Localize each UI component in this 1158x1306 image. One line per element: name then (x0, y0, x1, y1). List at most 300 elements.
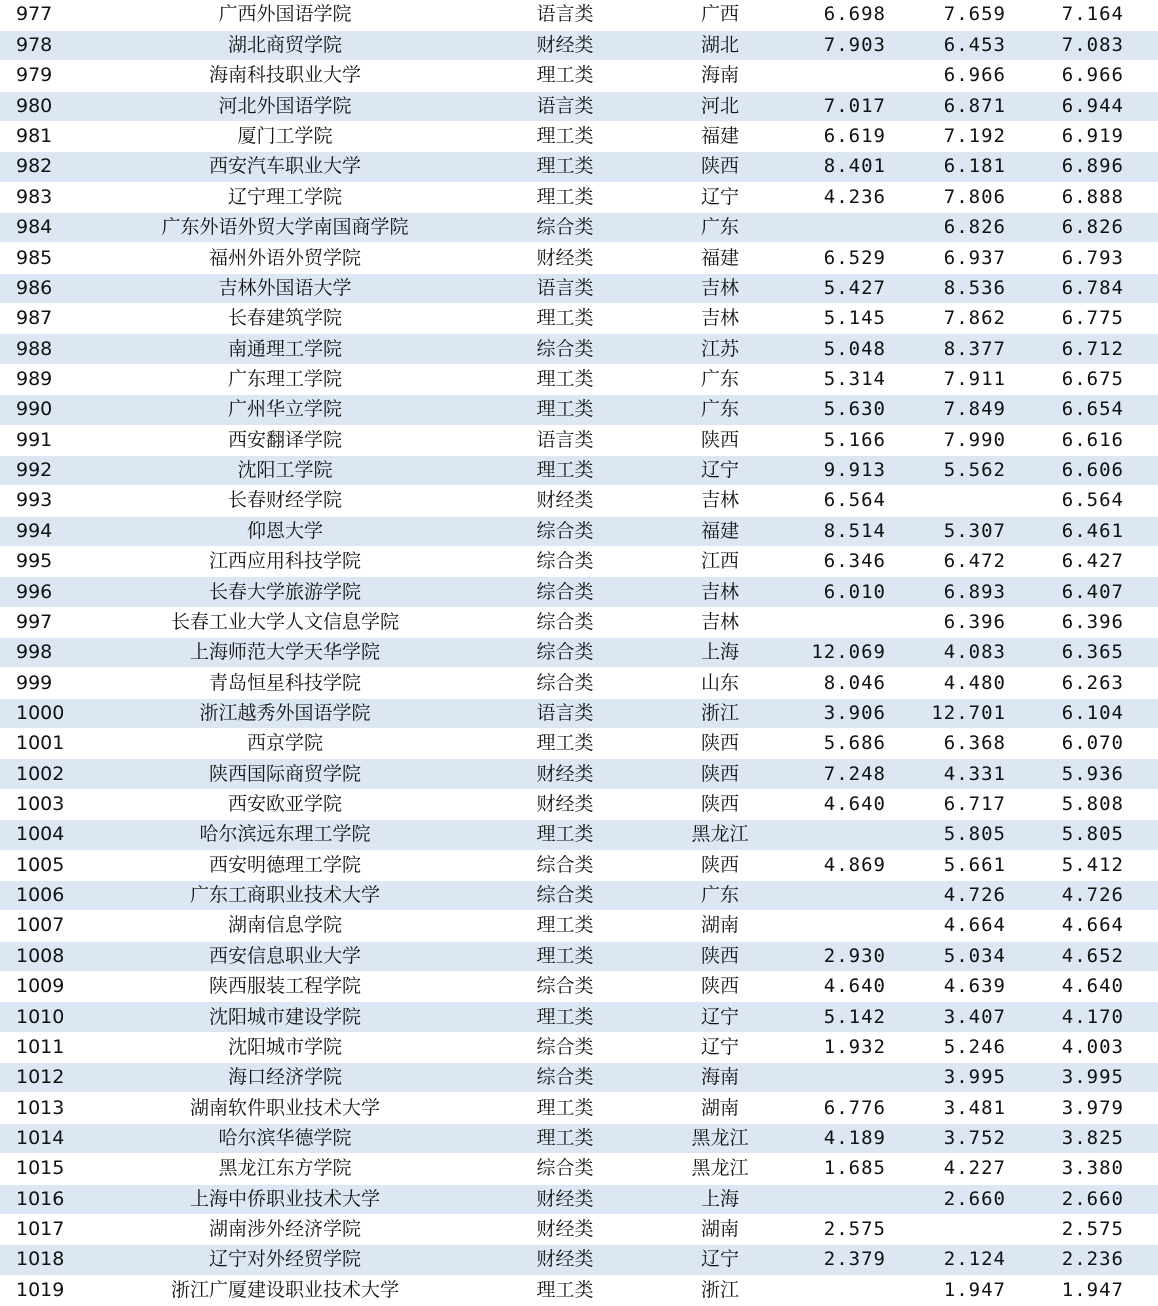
score-total-cell: 6.263 (1040, 668, 1158, 698)
score-total-cell: 6.427 (1040, 546, 1158, 576)
category-cell: 语言类 (450, 698, 680, 728)
score-a-cell: 2.379 (760, 1245, 920, 1275)
category-cell: 综合类 (450, 607, 680, 637)
score-a-cell: 4.640 (760, 972, 920, 1002)
score-b-cell: 3.481 (920, 1093, 1040, 1123)
score-a-cell: 4.189 (760, 1123, 920, 1153)
school-name-cell: 西安信息职业大学 (120, 941, 450, 971)
category-cell: 综合类 (450, 668, 680, 698)
table-row (0, 1154, 1158, 1184)
category-cell: 理工类 (450, 1123, 680, 1153)
table-row (0, 486, 1158, 516)
school-name-cell: 西安明德理工学院 (120, 850, 450, 880)
province-cell: 广东 (680, 395, 760, 425)
school-name-cell: 辽宁理工学院 (120, 182, 450, 212)
score-a-cell: 12.069 (760, 638, 920, 668)
score-a-cell: 5.166 (760, 425, 920, 455)
score-b-cell: 7.806 (920, 182, 1040, 212)
school-name-cell: 广西外国语学院 (120, 0, 450, 30)
score-a-cell: 5.630 (760, 395, 920, 425)
table-row (0, 850, 1158, 880)
category-cell: 理工类 (450, 304, 680, 334)
table-row (0, 61, 1158, 91)
table-row (0, 698, 1158, 728)
score-b-cell: 7.862 (920, 304, 1040, 334)
score-total-cell: 1.947 (1040, 1275, 1158, 1305)
table-row (0, 1032, 1158, 1062)
table-row (0, 880, 1158, 910)
score-a-cell: 1.932 (760, 1032, 920, 1062)
table-row (0, 334, 1158, 364)
score-total-cell: 4.664 (1040, 911, 1158, 941)
province-cell: 海南 (680, 61, 760, 91)
province-cell: 河北 (680, 91, 760, 121)
rank-cell: 1010 (0, 1002, 120, 1032)
province-cell: 广西 (680, 0, 760, 30)
score-total-cell: 6.564 (1040, 486, 1158, 516)
score-total-cell: 5.808 (1040, 789, 1158, 819)
school-name-cell: 西安欧亚学院 (120, 789, 450, 819)
school-name-cell: 湖南信息学院 (120, 911, 450, 941)
rank-cell: 1004 (0, 820, 120, 850)
province-cell: 浙江 (680, 698, 760, 728)
score-total-cell: 6.919 (1040, 121, 1158, 151)
province-cell: 广东 (680, 880, 760, 910)
score-total-cell: 2.660 (1040, 1184, 1158, 1214)
score-a-cell: 8.401 (760, 152, 920, 182)
table-row (0, 941, 1158, 971)
school-name-cell: 浙江越秀外国语学院 (120, 698, 450, 728)
table-row (0, 182, 1158, 212)
category-cell: 综合类 (450, 880, 680, 910)
category-cell: 综合类 (450, 1063, 680, 1093)
score-b-cell: 5.805 (920, 820, 1040, 850)
score-a-cell: 1.685 (760, 1154, 920, 1184)
score-b-cell: 6.181 (920, 152, 1040, 182)
school-name-cell: 江西应用科技学院 (120, 546, 450, 576)
table-row (0, 395, 1158, 425)
score-total-cell: 6.675 (1040, 364, 1158, 394)
table-row (0, 759, 1158, 789)
province-cell: 陕西 (680, 789, 760, 819)
table-row (0, 364, 1158, 394)
score-total-cell: 3.825 (1040, 1123, 1158, 1153)
rank-cell: 993 (0, 486, 120, 516)
school-name-cell: 湖南涉外经济学院 (120, 1214, 450, 1244)
category-cell: 理工类 (450, 455, 680, 485)
rank-cell: 987 (0, 304, 120, 334)
category-cell: 理工类 (450, 364, 680, 394)
rank-cell: 982 (0, 152, 120, 182)
province-cell: 吉林 (680, 273, 760, 303)
school-name-cell: 哈尔滨远东理工学院 (120, 820, 450, 850)
score-a-cell (760, 61, 920, 91)
province-cell: 湖南 (680, 911, 760, 941)
school-name-cell: 长春建筑学院 (120, 304, 450, 334)
province-cell: 江苏 (680, 334, 760, 364)
score-b-cell: 4.227 (920, 1154, 1040, 1184)
province-cell: 吉林 (680, 486, 760, 516)
school-name-cell: 青岛恒星科技学院 (120, 668, 450, 698)
score-b-cell: 1.947 (920, 1275, 1040, 1305)
category-cell: 综合类 (450, 1154, 680, 1184)
score-total-cell: 5.936 (1040, 759, 1158, 789)
rank-cell: 983 (0, 182, 120, 212)
province-cell: 湖南 (680, 1093, 760, 1123)
table-row (0, 516, 1158, 546)
category-cell: 综合类 (450, 577, 680, 607)
score-total-cell: 4.726 (1040, 880, 1158, 910)
score-b-cell: 5.246 (920, 1032, 1040, 1062)
score-a-cell (760, 911, 920, 941)
school-name-cell: 沈阳城市学院 (120, 1032, 450, 1062)
rank-cell: 991 (0, 425, 120, 455)
table-row (0, 546, 1158, 576)
rank-cell: 989 (0, 364, 120, 394)
province-cell: 吉林 (680, 577, 760, 607)
province-cell: 陕西 (680, 759, 760, 789)
score-a-cell: 4.869 (760, 850, 920, 880)
score-total-cell: 2.236 (1040, 1245, 1158, 1275)
score-b-cell: 4.331 (920, 759, 1040, 789)
score-a-cell: 2.930 (760, 941, 920, 971)
school-name-cell: 西京学院 (120, 729, 450, 759)
school-name-cell: 长春财经学院 (120, 486, 450, 516)
category-cell: 语言类 (450, 0, 680, 30)
score-a-cell: 4.640 (760, 789, 920, 819)
score-b-cell: 6.453 (920, 30, 1040, 60)
rank-cell: 1003 (0, 789, 120, 819)
category-cell: 理工类 (450, 729, 680, 759)
category-cell: 财经类 (450, 1245, 680, 1275)
score-a-cell (760, 213, 920, 243)
score-a-cell: 6.698 (760, 0, 920, 30)
score-b-cell: 2.660 (920, 1184, 1040, 1214)
score-b-cell: 7.849 (920, 395, 1040, 425)
category-cell: 理工类 (450, 1093, 680, 1123)
province-cell: 辽宁 (680, 1002, 760, 1032)
category-cell: 财经类 (450, 1214, 680, 1244)
category-cell: 财经类 (450, 789, 680, 819)
category-cell: 综合类 (450, 1032, 680, 1062)
rank-cell: 1007 (0, 911, 120, 941)
score-b-cell (920, 1214, 1040, 1244)
rank-cell: 984 (0, 213, 120, 243)
category-cell: 语言类 (450, 425, 680, 455)
school-name-cell: 海南科技职业大学 (120, 61, 450, 91)
province-cell: 湖北 (680, 30, 760, 60)
score-total-cell: 6.793 (1040, 243, 1158, 273)
category-cell: 财经类 (450, 30, 680, 60)
category-cell: 理工类 (450, 395, 680, 425)
province-cell: 福建 (680, 121, 760, 151)
province-cell: 陕西 (680, 850, 760, 880)
score-a-cell: 9.913 (760, 455, 920, 485)
table-row (0, 789, 1158, 819)
school-name-cell: 湖南软件职业技术大学 (120, 1093, 450, 1123)
score-total-cell: 6.888 (1040, 182, 1158, 212)
school-name-cell: 海口经济学院 (120, 1063, 450, 1093)
rank-cell: 1014 (0, 1123, 120, 1153)
score-total-cell: 4.003 (1040, 1032, 1158, 1062)
score-total-cell: 7.083 (1040, 30, 1158, 60)
score-total-cell: 6.784 (1040, 273, 1158, 303)
table-row (0, 1275, 1158, 1305)
rank-cell: 997 (0, 607, 120, 637)
score-b-cell: 7.990 (920, 425, 1040, 455)
score-total-cell: 4.640 (1040, 972, 1158, 1002)
score-a-cell: 5.048 (760, 334, 920, 364)
table-row (0, 304, 1158, 334)
table-row (0, 30, 1158, 60)
province-cell: 辽宁 (680, 1245, 760, 1275)
category-cell: 理工类 (450, 1002, 680, 1032)
score-total-cell: 6.896 (1040, 152, 1158, 182)
score-total-cell: 6.775 (1040, 304, 1158, 334)
category-cell: 理工类 (450, 911, 680, 941)
score-b-cell: 4.083 (920, 638, 1040, 668)
province-cell: 黑龙江 (680, 1154, 760, 1184)
score-total-cell: 7.164 (1040, 0, 1158, 30)
rank-cell: 998 (0, 638, 120, 668)
province-cell: 陕西 (680, 941, 760, 971)
score-a-cell (760, 1063, 920, 1093)
category-cell: 语言类 (450, 273, 680, 303)
score-b-cell: 6.893 (920, 577, 1040, 607)
category-cell: 财经类 (450, 486, 680, 516)
rank-cell: 1012 (0, 1063, 120, 1093)
table-row (0, 273, 1158, 303)
table-row (0, 152, 1158, 182)
school-name-cell: 厦门工学院 (120, 121, 450, 151)
score-a-cell (760, 1275, 920, 1305)
rank-cell: 977 (0, 0, 120, 30)
province-cell: 黑龙江 (680, 820, 760, 850)
score-a-cell (760, 880, 920, 910)
score-b-cell: 3.407 (920, 1002, 1040, 1032)
score-total-cell: 4.170 (1040, 1002, 1158, 1032)
table-row (0, 668, 1158, 698)
score-a-cell: 2.575 (760, 1214, 920, 1244)
score-a-cell: 4.236 (760, 182, 920, 212)
category-cell: 理工类 (450, 941, 680, 971)
score-a-cell: 5.142 (760, 1002, 920, 1032)
score-total-cell: 6.365 (1040, 638, 1158, 668)
score-b-cell: 7.659 (920, 0, 1040, 30)
rank-cell: 1000 (0, 698, 120, 728)
school-name-cell: 长春大学旅游学院 (120, 577, 450, 607)
rank-cell: 1005 (0, 850, 120, 880)
school-name-cell: 南通理工学院 (120, 334, 450, 364)
score-b-cell: 6.826 (920, 213, 1040, 243)
province-cell: 广东 (680, 213, 760, 243)
score-total-cell: 4.652 (1040, 941, 1158, 971)
rank-cell: 1017 (0, 1214, 120, 1244)
score-total-cell: 6.396 (1040, 607, 1158, 637)
category-cell: 综合类 (450, 546, 680, 576)
score-total-cell: 6.944 (1040, 91, 1158, 121)
province-cell: 上海 (680, 1184, 760, 1214)
score-b-cell: 8.536 (920, 273, 1040, 303)
rank-cell: 986 (0, 273, 120, 303)
score-b-cell: 2.124 (920, 1245, 1040, 1275)
score-total-cell: 6.654 (1040, 395, 1158, 425)
score-a-cell: 7.903 (760, 30, 920, 60)
school-name-cell: 辽宁对外经贸学院 (120, 1245, 450, 1275)
score-b-cell: 6.871 (920, 91, 1040, 121)
score-a-cell: 6.564 (760, 486, 920, 516)
score-total-cell: 5.412 (1040, 850, 1158, 880)
province-cell: 辽宁 (680, 1032, 760, 1062)
score-b-cell (920, 486, 1040, 516)
rank-cell: 994 (0, 516, 120, 546)
province-cell: 陕西 (680, 729, 760, 759)
table-row (0, 91, 1158, 121)
rank-cell: 1001 (0, 729, 120, 759)
category-cell: 语言类 (450, 91, 680, 121)
table-row (0, 243, 1158, 273)
score-b-cell: 3.995 (920, 1063, 1040, 1093)
table-row (0, 1123, 1158, 1153)
score-b-cell: 6.396 (920, 607, 1040, 637)
table-row (0, 820, 1158, 850)
score-total-cell: 5.805 (1040, 820, 1158, 850)
category-cell: 理工类 (450, 1275, 680, 1305)
rank-cell: 981 (0, 121, 120, 151)
score-b-cell: 4.639 (920, 972, 1040, 1002)
province-cell: 广东 (680, 364, 760, 394)
province-cell: 吉林 (680, 607, 760, 637)
school-name-cell: 广东外语外贸大学南国商学院 (120, 213, 450, 243)
score-total-cell: 6.606 (1040, 455, 1158, 485)
school-name-cell: 上海师范大学天华学院 (120, 638, 450, 668)
score-total-cell: 6.461 (1040, 516, 1158, 546)
school-name-cell: 广东理工学院 (120, 364, 450, 394)
score-b-cell: 7.911 (920, 364, 1040, 394)
rank-cell: 996 (0, 577, 120, 607)
category-cell: 综合类 (450, 516, 680, 546)
score-b-cell: 4.726 (920, 880, 1040, 910)
score-a-cell: 6.346 (760, 546, 920, 576)
school-name-cell: 浙江广厦建设职业技术大学 (120, 1275, 450, 1305)
table-row (0, 972, 1158, 1002)
score-a-cell (760, 820, 920, 850)
province-cell: 陕西 (680, 152, 760, 182)
score-b-cell: 5.661 (920, 850, 1040, 880)
rank-cell: 1018 (0, 1245, 120, 1275)
score-a-cell: 7.248 (760, 759, 920, 789)
province-cell: 海南 (680, 1063, 760, 1093)
school-name-cell: 黑龙江东方学院 (120, 1154, 450, 1184)
province-cell: 福建 (680, 243, 760, 273)
school-name-cell: 哈尔滨华德学院 (120, 1123, 450, 1153)
score-a-cell: 5.314 (760, 364, 920, 394)
rank-cell: 1006 (0, 880, 120, 910)
score-b-cell: 6.717 (920, 789, 1040, 819)
school-name-cell: 福州外语外贸学院 (120, 243, 450, 273)
province-cell: 上海 (680, 638, 760, 668)
province-cell: 福建 (680, 516, 760, 546)
province-cell: 湖南 (680, 1214, 760, 1244)
score-total-cell: 6.966 (1040, 61, 1158, 91)
score-a-cell: 5.427 (760, 273, 920, 303)
score-b-cell: 5.307 (920, 516, 1040, 546)
rank-cell: 999 (0, 668, 120, 698)
school-name-cell: 沈阳工学院 (120, 455, 450, 485)
score-b-cell: 4.480 (920, 668, 1040, 698)
school-name-cell: 仰恩大学 (120, 516, 450, 546)
table-row (0, 1184, 1158, 1214)
rank-cell: 992 (0, 455, 120, 485)
table-row (0, 638, 1158, 668)
province-cell: 江西 (680, 546, 760, 576)
school-name-cell: 广州华立学院 (120, 395, 450, 425)
score-a-cell: 3.906 (760, 698, 920, 728)
rank-cell: 1016 (0, 1184, 120, 1214)
province-cell: 辽宁 (680, 455, 760, 485)
category-cell: 财经类 (450, 243, 680, 273)
score-b-cell: 12.701 (920, 698, 1040, 728)
category-cell: 理工类 (450, 182, 680, 212)
school-name-cell: 沈阳城市建设学院 (120, 1002, 450, 1032)
category-cell: 财经类 (450, 1184, 680, 1214)
school-name-cell: 上海中侨职业技术大学 (120, 1184, 450, 1214)
score-b-cell: 6.966 (920, 61, 1040, 91)
rank-cell: 985 (0, 243, 120, 273)
score-b-cell: 6.937 (920, 243, 1040, 273)
score-total-cell: 6.070 (1040, 729, 1158, 759)
school-name-cell: 陕西国际商贸学院 (120, 759, 450, 789)
score-a-cell: 8.514 (760, 516, 920, 546)
province-cell: 吉林 (680, 304, 760, 334)
score-b-cell: 7.192 (920, 121, 1040, 151)
rank-cell: 1008 (0, 941, 120, 971)
rank-cell: 988 (0, 334, 120, 364)
rank-cell: 1015 (0, 1154, 120, 1184)
province-cell: 辽宁 (680, 182, 760, 212)
score-b-cell: 6.472 (920, 546, 1040, 576)
province-cell: 陕西 (680, 972, 760, 1002)
table-row (0, 425, 1158, 455)
score-b-cell: 8.377 (920, 334, 1040, 364)
score-total-cell: 3.979 (1040, 1093, 1158, 1123)
school-name-cell: 广东工商职业技术大学 (120, 880, 450, 910)
category-cell: 综合类 (450, 850, 680, 880)
score-b-cell: 3.752 (920, 1123, 1040, 1153)
school-name-cell: 西安汽车职业大学 (120, 152, 450, 182)
rank-cell: 990 (0, 395, 120, 425)
score-a-cell (760, 607, 920, 637)
table-row (0, 1245, 1158, 1275)
rank-cell: 995 (0, 546, 120, 576)
school-name-cell: 长春工业大学人文信息学院 (120, 607, 450, 637)
table-row (0, 607, 1158, 637)
score-total-cell: 6.712 (1040, 334, 1158, 364)
rank-cell: 980 (0, 91, 120, 121)
table-row (0, 1093, 1158, 1123)
table-row (0, 455, 1158, 485)
category-cell: 综合类 (450, 972, 680, 1002)
category-cell: 理工类 (450, 152, 680, 182)
school-name-cell: 河北外国语学院 (120, 91, 450, 121)
province-cell: 黑龙江 (680, 1123, 760, 1153)
province-cell: 浙江 (680, 1275, 760, 1305)
score-a-cell: 5.145 (760, 304, 920, 334)
rank-cell: 1011 (0, 1032, 120, 1062)
score-a-cell: 8.046 (760, 668, 920, 698)
category-cell: 理工类 (450, 121, 680, 151)
rank-cell: 1009 (0, 972, 120, 1002)
